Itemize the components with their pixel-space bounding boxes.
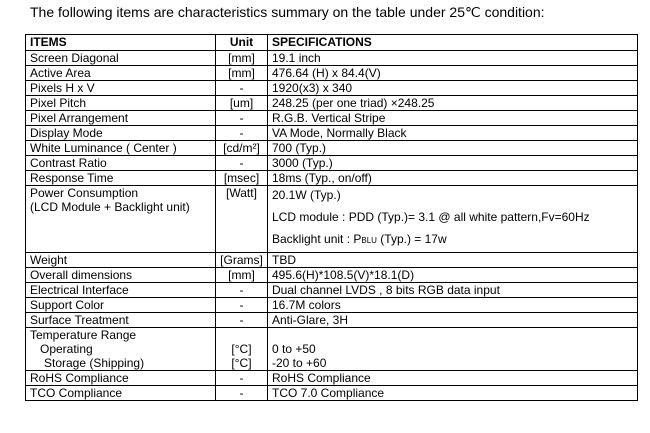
table-row: [26, 386, 638, 401]
spec-cell: R.G.B. Vertical Stripe: [268, 111, 638, 126]
spec-cell: 700 (Typ.): [268, 141, 638, 156]
temperature-storage-spec: -20 to +60: [272, 356, 327, 370]
spec-cell: 495.6(H)*108.5(V)*18.1(D): [268, 268, 638, 283]
spec-cell: 19.1 inch: [268, 51, 638, 66]
item-cell: Response Time: [26, 171, 216, 186]
table-row: [26, 268, 638, 283]
table-row: [26, 298, 638, 313]
power-backlight-prefix: Backlight unit : P: [272, 232, 362, 246]
power-item-line1: Power Consumption: [30, 186, 139, 200]
spec-cell: 248.25 (per one triad) ×248.25: [268, 96, 638, 111]
spec-cell: 18ms (Typ., on/off): [268, 171, 638, 186]
table-row: [26, 51, 638, 66]
spec-cell: TCO 7.0 Compliance: [268, 386, 638, 401]
table-row: [26, 253, 638, 268]
spec-cell: Dual channel LVDS , 8 bits RGB data input: [268, 283, 638, 298]
power-spec-lcd-module: LCD module : PDD (Typ.)= 3.1 @ all white pattern,Fv=60Hz: [272, 210, 590, 224]
spec-cell: [268, 186, 638, 253]
unit-cell: -: [216, 298, 268, 313]
table-row: [26, 371, 638, 386]
spec-cell: 476.64 (H) x 84.4(V): [268, 66, 638, 81]
unit-cell: [Watt]: [216, 186, 268, 253]
temperature-storage-unit: [°C]: [231, 356, 252, 370]
item-cell: Weight: [26, 253, 216, 268]
temperature-operating-label: Operating: [40, 342, 93, 356]
unit-cell: -: [216, 111, 268, 126]
item-cell: Pixels H x V: [26, 81, 216, 96]
spec-cell: Anti-Glare, 3H: [268, 313, 638, 328]
item-cell: Electrical Interface: [26, 283, 216, 298]
item-cell: [26, 186, 216, 253]
intro-text: The following items are characteristics summary on the table under 25℃ condition:: [30, 4, 545, 20]
temperature-storage-label: Storage (Shipping): [44, 356, 145, 370]
item-cell: Active Area: [26, 66, 216, 81]
item-cell: Support Color: [26, 298, 216, 313]
temperature-title: Temperature Range: [30, 328, 137, 342]
spec-cell: 16.7M colors: [268, 298, 638, 313]
power-spec-backlight: [272, 232, 633, 248]
header-specifications: SPECIFICATIONS: [268, 35, 638, 51]
item-cell: Surface Treatment: [26, 313, 216, 328]
unit-cell: [um]: [216, 96, 268, 111]
specifications-table: [25, 34, 638, 401]
unit-cell: [mm]: [216, 268, 268, 283]
unit-cell: [msec]: [216, 171, 268, 186]
header-unit: Unit: [216, 35, 268, 51]
spec-cell: 3000 (Typ.): [268, 156, 638, 171]
spec-cell: RoHS Compliance: [268, 371, 638, 386]
unit-cell: -: [216, 371, 268, 386]
table-header-row: [26, 35, 638, 51]
temperature-operating-unit: [°C]: [231, 342, 252, 356]
item-cell: RoHS Compliance: [26, 371, 216, 386]
table-row: [26, 111, 638, 126]
table-row: [26, 66, 638, 81]
power-backlight-suffix: (Typ.) = 17w: [376, 232, 447, 246]
power-backlight-subscript: BLU: [361, 236, 377, 245]
unit-cell: -: [216, 126, 268, 141]
spec-cell: [268, 328, 638, 371]
table-row: [26, 126, 638, 141]
item-cell: Display Mode: [26, 126, 216, 141]
unit-cell: -: [216, 81, 268, 96]
table-row: [26, 96, 638, 111]
table-row: [26, 81, 638, 96]
table-row: [26, 156, 638, 171]
unit-cell: -: [216, 156, 268, 171]
table-row: [26, 313, 638, 328]
unit-cell: [cd/m²]: [216, 141, 268, 156]
header-items: ITEMS: [26, 35, 216, 51]
item-cell: [26, 328, 216, 371]
unit-cell: [mm]: [216, 66, 268, 81]
spec-cell: 1920(x3) x 340: [268, 81, 638, 96]
spec-cell: VA Mode, Normally Black: [268, 126, 638, 141]
table-row: [26, 171, 638, 186]
table-row: [26, 141, 638, 156]
power-consumption-row: [26, 186, 638, 253]
item-cell: Pixel Pitch: [26, 96, 216, 111]
power-item-line2: (LCD Module + Backlight unit): [30, 200, 190, 214]
unit-cell: -: [216, 313, 268, 328]
temperature-range-row: [26, 328, 638, 371]
unit-cell: [Grams]: [216, 253, 268, 268]
unit-cell: -: [216, 283, 268, 298]
item-cell: Pixel Arrangement: [26, 111, 216, 126]
spec-cell: TBD: [268, 253, 638, 268]
unit-cell: [216, 328, 268, 371]
unit-cell: [mm]: [216, 51, 268, 66]
temperature-operating-spec: 0 to +50: [272, 342, 316, 356]
item-cell: TCO Compliance: [26, 386, 216, 401]
power-spec-total: 20.1W (Typ.): [272, 188, 341, 202]
item-cell: Overall dimensions: [26, 268, 216, 283]
unit-cell: -: [216, 386, 268, 401]
item-cell: Contrast Ratio: [26, 156, 216, 171]
table-row: [26, 283, 638, 298]
item-cell: White Luminance ( Center ): [26, 141, 216, 156]
item-cell: Screen Diagonal: [26, 51, 216, 66]
